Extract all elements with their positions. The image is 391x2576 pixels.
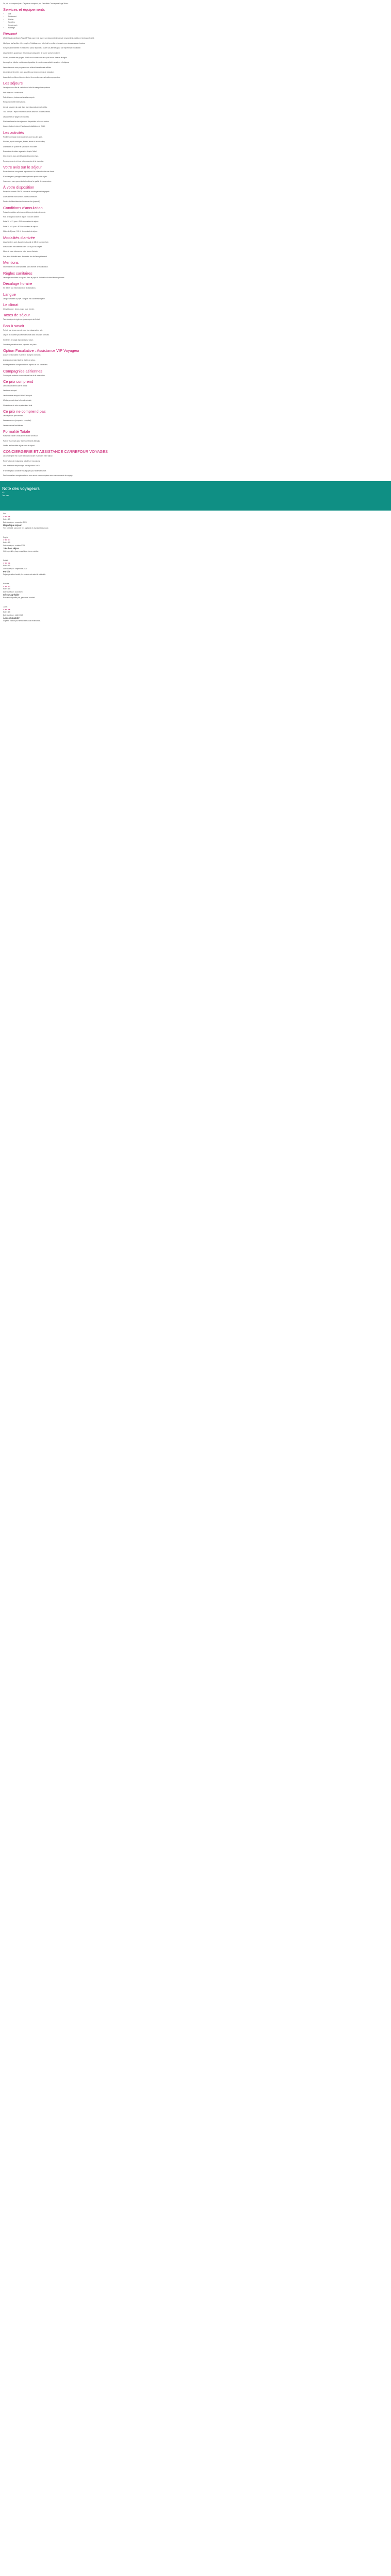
section-title: Les activités — [3, 130, 24, 135]
paragraph: Les dépenses personnelles. — [3, 415, 24, 417]
paragraph: Pas de visa requis pour les ressortissants français. — [3, 439, 40, 442]
paragraph: Accueil personnalisé et prise en charge à l'aéroport. — [3, 354, 41, 357]
review-date: Date du séjour : août 2023 — [3, 590, 23, 593]
list-item: • Restaurant — [8, 15, 388, 18]
paragraph: Plus de 30 jours avant le départ : frais de dossier. — [3, 216, 39, 218]
section-title: Résumé — [3, 31, 18, 37]
paragraph: Taxe de séjour à régler sur place auprès de l'hôtel. — [3, 318, 40, 321]
review-date: Date du séjour : septembre 2023 — [3, 567, 27, 570]
paragraph: Merci de nous informer de votre heure d'arrivée. — [3, 250, 38, 253]
review-stars: ★★★★★ — [3, 562, 11, 564]
paragraph: Accès Internet Wifi dans les parties communes. — [3, 195, 38, 198]
paragraph: Des informations complémentaires vous seront communiquées avec vos documents de voyage. — [3, 474, 73, 477]
review-title: Séjour agréable — [3, 594, 20, 597]
review-date: Date du séjour : octobre 2023 — [3, 544, 25, 547]
paragraph: Les chambres sont disponibles à partir de 15h le jour d'arrivée. — [3, 241, 49, 243]
review-stars: ★★★★☆ — [3, 585, 11, 587]
paragraph: Le séjour vous offre le confort d'un hôtel de catégorie supérieure. — [3, 87, 51, 89]
paragraph: Profitez d'un large choix d'activités pour tous les âges. — [3, 135, 43, 138]
section-title: Votre avis sur le séjour — [3, 165, 42, 170]
review-date: Date du séjour : novembre 2023 — [3, 521, 27, 523]
paragraph: Plusieurs formules de séjour sont disponibles selon vos envies. — [3, 120, 50, 123]
paragraph: Prévoir une tenue correcte pour les restaurants le soir. — [3, 329, 43, 331]
section-title: Le climat — [3, 302, 19, 307]
paragraph: Serviettes de plage disponibles sur place. — [3, 338, 34, 341]
review-note: Note : 4/5 — [3, 541, 10, 544]
paragraph: Petit-déjeuner : buffet varié. — [3, 91, 24, 94]
review-title: À recommander — [3, 617, 20, 620]
reviews-header — [0, 481, 391, 511]
section-title: Services et équipements — [3, 7, 45, 12]
review-note: Note : 5/5 — [3, 518, 10, 521]
list-item: • Conciergerie — [8, 24, 388, 27]
reviewer-name: Eric — [3, 513, 6, 515]
review-body: Superbe endroit pour se reposer, nous reviendrons. — [3, 620, 41, 622]
paragraph: Réservation de restaurants, activités et excursions. — [3, 460, 41, 462]
review-date: Date du séjour : juillet 2023 — [3, 614, 23, 616]
review — [3, 560, 388, 577]
section-title: Conditions d'annulation — [3, 205, 43, 210]
paragraph: Le port du bracelet peut être demandé dans certaines formules. — [3, 334, 50, 336]
paragraph: Tout compris : repas et boissons servis selon les horaires définis. — [3, 111, 51, 113]
section-title: Modalités d'arrivée — [3, 235, 35, 240]
review — [3, 513, 388, 530]
paragraph: L'hôtel Hacienda Beach Resort 5* Spa vous invite à vivre un séjour détente dans le respect de la tradition et de la convivialité. — [3, 37, 95, 40]
paragraph: Le soir, service à la carte dans les restaurants de spécialités. — [3, 106, 47, 108]
paragraph: Idéal pour les familles et les couples, l'établissement offre tout le confort nécessaire pour des vacances réussies. — [3, 42, 85, 44]
reviews-score: 4,5 — [2, 492, 5, 494]
review-note: Note : 5/5 — [3, 611, 10, 614]
review — [3, 583, 388, 600]
paragraph: Les prestations incluent l'accès aux installations de l'hôtel. — [3, 125, 46, 128]
paragraph: Langue officielle du pays ; l'anglais est couramment parlé. — [3, 297, 45, 300]
section-title: Ce prix comprend — [3, 379, 34, 384]
list-item: • Massage — [8, 27, 388, 29]
paragraph: Entre 30 et 21 jours : 25 % du montant du séjour. — [3, 221, 39, 223]
paragraph: Les transferts aéroport / hôtel / aéroport. — [3, 394, 33, 397]
review-body: Bon rapport qualité-prix, personnel souriant. — [3, 597, 36, 599]
reviews-header-inner — [2, 486, 389, 497]
section-title: À votre disposition — [3, 185, 35, 190]
section-title: Compagnies aériennes — [3, 368, 43, 374]
paragraph: L'hébergement dans la formule choisie. — [3, 399, 32, 402]
paragraph: Piscines, sports nautiques, fitness, tennis et beach-volley. — [3, 141, 45, 143]
paragraph: L'assistance de notre représentant local. — [3, 404, 33, 406]
list-item: • Wifi — [8, 13, 388, 15]
paragraph: Se référer aux informations de la destination. — [3, 287, 36, 290]
paragraph: Son personnel attentif et chaleureux saura répondre à toutes vos attentes pour une expérience inoubliable. — [3, 47, 81, 49]
paragraph: Les assurances (proposées en option). — [3, 419, 32, 422]
reviewer-name: Nathalie — [3, 582, 9, 585]
paragraph: Les enfants profiteront du mini-club et des nombreuses animations proposées. — [3, 76, 60, 78]
paragraph: Assistance pendant toute la durée du séjour. — [3, 359, 36, 361]
paragraph: Entre 20 et 8 jours : 50 % du montant du séjour. — [3, 225, 38, 228]
paragraph: Une pièce d'identité sera demandée lors de l'enregistrement. — [3, 255, 47, 258]
review-note: Note : 5/5 — [3, 565, 10, 567]
review-stars: ★★★★★ — [3, 515, 11, 518]
review — [3, 606, 388, 623]
paragraph: Compagnie aérienne communiquée lors de la réservation. — [3, 374, 45, 377]
paragraph: Les taxes aéroport. — [3, 389, 18, 392]
review-title: Parfait — [3, 570, 10, 573]
paragraph: Restaurant buffet international. — [3, 101, 26, 104]
paragraph: Le complexe hôtelier met à votre disposition de nombreuses activités sportives et ludiques. — [3, 61, 70, 64]
paragraph: Les excursions facultatives. — [3, 424, 23, 427]
section-title: Ce prix ne comprend pas — [3, 409, 46, 414]
section-title: Bon à savoir — [3, 323, 25, 328]
paragraph: Nous attachons une grande importance à la satisfaction de nos clients. — [3, 171, 55, 173]
paragraph: Renseignements et réservations auprès de la réception. — [3, 160, 44, 162]
review — [3, 536, 388, 553]
paragraph: Le transport aérien aller et retour. — [3, 384, 28, 387]
list-item: • Piscine — [8, 19, 388, 21]
review-title: Très bon séjour — [3, 547, 20, 550]
review-stars: ★★★★☆ — [3, 538, 11, 541]
reviews-list — [0, 511, 391, 622]
section-title: Mentions — [3, 260, 19, 265]
paragraph: Les activités de plage sont incluses. — [3, 115, 29, 118]
paragraph: Club enfants avec activités adaptées selon l'âge. — [3, 155, 39, 158]
paragraph: Climat tropical : temps chaud toute l'année. — [3, 308, 35, 310]
section-title: Option Facultative : Assistance VIP Voyageur — [3, 348, 80, 353]
paragraph: N'hésitez pas à contacter nos équipes pour toute demande. — [3, 469, 47, 472]
section-title: Langue — [3, 292, 16, 297]
review-body: Hôtel agréable, plage magnifique, bonne cuisine. — [3, 550, 39, 553]
paragraph: Vérifier les formalités à jour avant le départ. — [3, 445, 35, 447]
paragraph: Informations non contractuelles, sous réserve de modification. — [3, 266, 48, 268]
review-title: Magnifique séjour — [3, 524, 22, 527]
section-title: Règles sanitaires — [3, 270, 32, 276]
paragraph: Une assistance téléphonique est disponible 24h/24. — [3, 465, 41, 467]
list-item: • Navettes — [8, 21, 388, 24]
paragraph: Les règles sanitaires en vigueur dans le pays de destination doivent être respectées. — [3, 276, 65, 279]
paragraph: N'hésitez pas à partager votre expérience après votre séjour. — [3, 175, 48, 178]
reviews-score-label: Très bien — [2, 494, 9, 497]
reviews-title: Note des voyageurs — [2, 486, 40, 492]
paragraph: Le centre de bien-être vous accueille pour des moments de relaxation. — [3, 71, 55, 74]
paragraph: Vos retours nous permettent d'améliorer la qualité de nos services. — [3, 180, 52, 182]
review-body: Très bel hôtel, personnel très agréable et chambre très propre. — [3, 527, 49, 530]
paragraph: Les restaurants vous proposent une cuisine internationale raffinée. — [3, 66, 52, 69]
section-title: Formalité Totale — [3, 429, 30, 434]
review-note: Note : 4/5 — [3, 588, 10, 590]
paragraph: Elles doivent être libérées avant 12h le jour du départ. — [3, 246, 43, 248]
reviewer-name: Patrick — [3, 559, 8, 562]
section-title: Décalage horaire — [3, 281, 32, 286]
paragraph: Situé à proximité des plages, l'hôtel vous donne accès aux plus beaux sites de la région. — [3, 57, 68, 59]
content-sections — [3, 7, 388, 477]
paragraph: Certaines prestations sont payantes sur place. — [3, 343, 37, 346]
reviewer-name: Sophie — [3, 536, 8, 538]
intro-text: Ce prix ne comprend pas : Ce prix ne comprend pas Formalités Conciergerie Loge Vidéo... — [3, 3, 70, 5]
paragraph: Petit-déjeuner, boissons et snacks compris. — [3, 96, 35, 98]
paragraph: La conciergerie est à votre disposition avant et pendant votre séjour. — [3, 455, 53, 457]
review-body: Séjour parfait en famille, les enfants ont adoré le mini-club. — [3, 573, 46, 576]
paragraph: Les chambres spacieuses et lumineuses disposent de tout le confort moderne. — [3, 52, 60, 54]
page — [0, 0, 391, 477]
paragraph: Excursions et visites organisées depuis l'hôtel. — [3, 150, 37, 152]
paragraph: Frais d'annulation selon les conditions générales de vente. — [3, 211, 46, 213]
paragraph: Service de blanchisserie et room service (payants). — [3, 200, 41, 203]
section-title: Taxes de séjour — [3, 313, 30, 318]
section-title: Les séjours — [3, 81, 23, 86]
paragraph: Passeport valide 6 mois après la date de retour. — [3, 435, 38, 437]
paragraph: Moins de 8 jours : 100 % du montant du séjour. — [3, 230, 38, 233]
feature-list — [3, 13, 388, 29]
paragraph: Réception ouverte 24h/24, service de conciergerie et bagagerie. — [3, 191, 50, 193]
review-stars: ★★★★★ — [3, 608, 11, 611]
section-title: CONCIERGERIE ET ASSISTANCE CARREFOUR VOYAGES — [3, 449, 108, 454]
reviewer-name: Julien — [3, 605, 8, 608]
paragraph: Animations en journée et spectacles en soirée. — [3, 145, 38, 148]
paragraph: Renseignements complémentaires auprès de nos conseillers. — [3, 364, 48, 366]
